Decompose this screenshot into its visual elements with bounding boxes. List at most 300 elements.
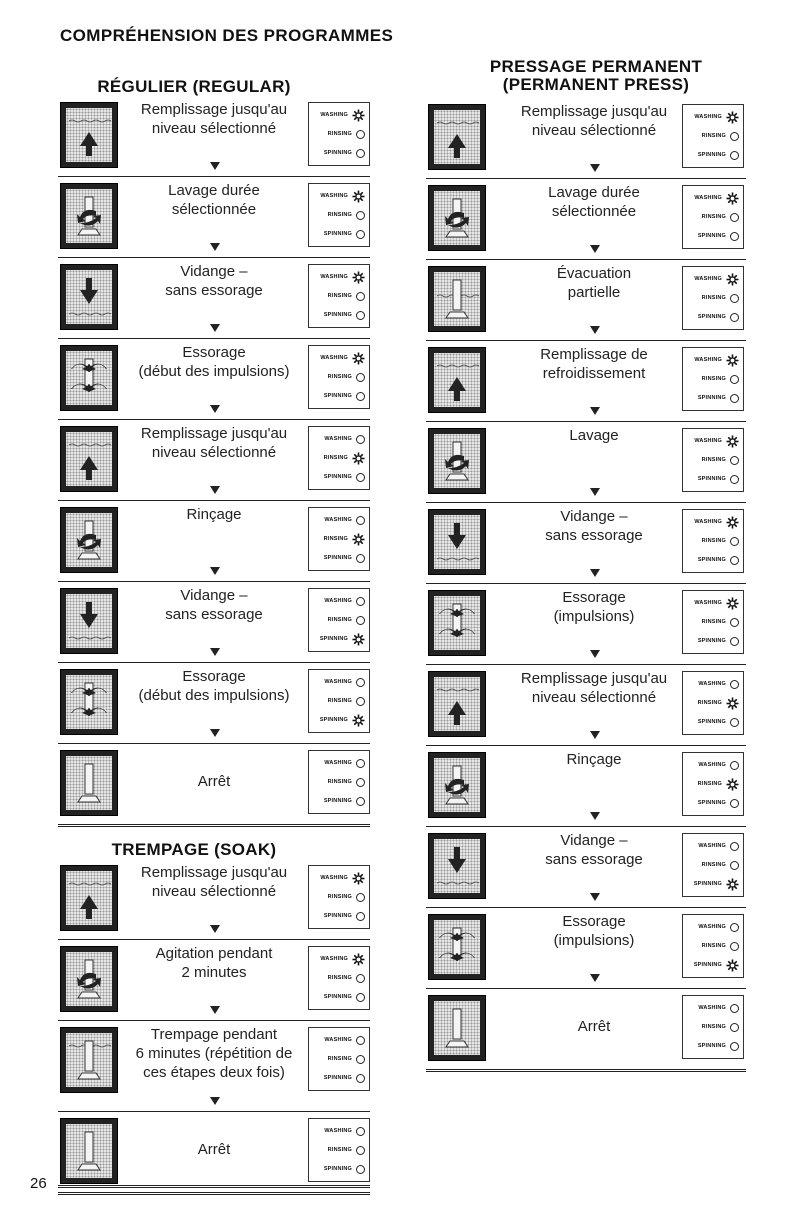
step-description: Remplissage jusqu'au niveau sélectionné bbox=[520, 103, 668, 139]
step-description: Arrêt bbox=[197, 1141, 231, 1158]
indicator-rinsing bbox=[702, 451, 739, 469]
indicator-rinsing bbox=[328, 888, 365, 906]
program-step bbox=[426, 989, 746, 1072]
indicator-spinning bbox=[698, 1037, 739, 1055]
active-indicator-icon bbox=[726, 273, 739, 286]
soak-steps bbox=[58, 859, 370, 1195]
inactive-indicator-icon bbox=[356, 516, 365, 525]
indicator-label: SPINNING bbox=[697, 557, 726, 563]
program-step bbox=[58, 420, 370, 501]
fill-icon bbox=[428, 104, 486, 170]
indicator-rinsing bbox=[328, 773, 365, 791]
indicator-label: RINSING bbox=[327, 212, 352, 218]
cycle-indicator-panel bbox=[308, 183, 370, 247]
indicator-label: WASHING bbox=[324, 1037, 352, 1043]
left-column bbox=[58, 78, 370, 1195]
step-description: Remplissage jusqu'au niveau sélectionné bbox=[140, 864, 288, 900]
down-arrow-icon bbox=[210, 1097, 220, 1105]
active-indicator-icon bbox=[352, 872, 365, 885]
active-indicator-icon bbox=[726, 959, 739, 972]
indicator-label: RINSING bbox=[323, 455, 348, 461]
inactive-indicator-icon bbox=[356, 149, 365, 158]
indicator-label: SPINNING bbox=[697, 1043, 726, 1049]
inactive-indicator-icon bbox=[356, 473, 365, 482]
active-indicator-icon bbox=[726, 192, 739, 205]
indicator-label: WASHING bbox=[694, 276, 722, 282]
indicator-rinsing bbox=[702, 532, 739, 550]
indicator-label: WASHING bbox=[694, 114, 722, 120]
cycle-indicator-panel bbox=[682, 752, 744, 816]
indicator-label: RINSING bbox=[327, 131, 352, 137]
step-description: Vidange – sans essorage bbox=[165, 587, 263, 623]
indicator-label: SPINNING bbox=[697, 476, 726, 482]
indicator-washing bbox=[320, 187, 365, 205]
inactive-indicator-icon bbox=[730, 375, 739, 384]
program-step bbox=[426, 98, 746, 179]
indicator-rinsing bbox=[328, 1050, 365, 1068]
indicator-rinsing bbox=[328, 692, 365, 710]
page-number: 26 bbox=[30, 1175, 47, 1192]
program-step bbox=[426, 827, 746, 908]
indicator-spinning bbox=[698, 551, 739, 569]
inactive-indicator-icon bbox=[730, 761, 739, 770]
indicator-label: RINSING bbox=[327, 617, 352, 623]
indicator-spinning bbox=[320, 711, 365, 729]
inactive-indicator-icon bbox=[730, 313, 739, 322]
inactive-indicator-icon bbox=[356, 597, 365, 606]
indicator-rinsing bbox=[702, 1018, 739, 1036]
inactive-indicator-icon bbox=[730, 132, 739, 141]
cycle-indicator-panel bbox=[682, 590, 744, 654]
down-arrow-icon bbox=[590, 326, 600, 334]
agitate-icon bbox=[428, 752, 486, 818]
indicator-spinning bbox=[324, 1160, 365, 1178]
active-indicator-icon bbox=[726, 516, 739, 529]
step-description: Vidange – sans essorage bbox=[545, 508, 643, 544]
regular-steps bbox=[58, 96, 370, 827]
down-arrow-icon bbox=[590, 650, 600, 658]
active-indicator-icon bbox=[352, 190, 365, 203]
active-indicator-icon bbox=[352, 953, 365, 966]
stop-icon bbox=[60, 750, 118, 816]
indicator-label: RINSING bbox=[327, 894, 352, 900]
active-indicator-icon bbox=[726, 111, 739, 124]
indicator-spinning bbox=[324, 1069, 365, 1087]
indicator-washing bbox=[694, 270, 739, 288]
drain-icon bbox=[60, 588, 118, 654]
active-indicator-icon bbox=[352, 452, 365, 465]
indicator-label: SPINNING bbox=[697, 314, 726, 320]
indicator-washing bbox=[694, 189, 739, 207]
step-description: Lavage bbox=[569, 427, 619, 444]
down-arrow-icon bbox=[590, 974, 600, 982]
indicator-label: SPINNING bbox=[697, 152, 726, 158]
indicator-rinsing bbox=[328, 206, 365, 224]
program-step bbox=[426, 260, 746, 341]
program-step bbox=[426, 341, 746, 422]
indicator-label: RINSING bbox=[701, 619, 726, 625]
inactive-indicator-icon bbox=[730, 1042, 739, 1051]
indicator-label: RINSING bbox=[701, 295, 726, 301]
inactive-indicator-icon bbox=[356, 993, 365, 1002]
down-arrow-icon bbox=[590, 893, 600, 901]
indicator-rinsing bbox=[328, 287, 365, 305]
active-indicator-icon bbox=[352, 633, 365, 646]
agitate-icon bbox=[60, 183, 118, 249]
indicator-label: WASHING bbox=[694, 438, 722, 444]
active-indicator-icon bbox=[352, 872, 365, 885]
indicator-label: SPINNING bbox=[319, 717, 348, 723]
spin-icon bbox=[428, 914, 486, 980]
inactive-indicator-icon bbox=[356, 797, 365, 806]
program-step bbox=[58, 744, 370, 827]
step-description: Rinçage bbox=[186, 506, 242, 523]
active-indicator-icon bbox=[726, 597, 739, 610]
indicator-rinsing bbox=[698, 694, 739, 712]
indicator-label: RINSING bbox=[701, 214, 726, 220]
indicator-label: SPINNING bbox=[323, 994, 352, 1000]
spin-icon bbox=[428, 590, 486, 656]
indicator-label: WASHING bbox=[694, 195, 722, 201]
indicator-spinning bbox=[698, 308, 739, 326]
indicator-label: SPINNING bbox=[697, 395, 726, 401]
active-indicator-icon bbox=[726, 192, 739, 205]
fill-icon bbox=[60, 102, 118, 168]
inactive-indicator-icon bbox=[356, 130, 365, 139]
program-step bbox=[58, 663, 370, 744]
inactive-indicator-icon bbox=[356, 678, 365, 687]
indicator-label: RINSING bbox=[327, 1147, 352, 1153]
cycle-indicator-panel bbox=[308, 750, 370, 814]
inactive-indicator-icon bbox=[356, 697, 365, 706]
drain-icon bbox=[60, 264, 118, 330]
program-step bbox=[426, 422, 746, 503]
indicator-label: SPINNING bbox=[323, 150, 352, 156]
indicator-spinning bbox=[324, 387, 365, 405]
inactive-indicator-icon bbox=[356, 893, 365, 902]
indicator-rinsing bbox=[702, 289, 739, 307]
cycle-indicator-panel bbox=[682, 266, 744, 330]
indicator-label: SPINNING bbox=[697, 719, 726, 725]
inactive-indicator-icon bbox=[356, 435, 365, 444]
indicator-rinsing bbox=[702, 937, 739, 955]
active-indicator-icon bbox=[352, 714, 365, 727]
indicator-label: SPINNING bbox=[323, 312, 352, 318]
program-step bbox=[58, 258, 370, 339]
indicator-rinsing bbox=[702, 127, 739, 145]
active-indicator-icon bbox=[352, 953, 365, 966]
indicator-label: SPINNING bbox=[697, 233, 726, 239]
agitate-icon bbox=[428, 428, 486, 494]
active-indicator-icon bbox=[726, 878, 739, 891]
indicator-label: RINSING bbox=[327, 779, 352, 785]
spin-icon bbox=[60, 669, 118, 735]
indicator-spinning bbox=[324, 549, 365, 567]
inactive-indicator-icon bbox=[356, 230, 365, 239]
indicator-label: WASHING bbox=[694, 357, 722, 363]
indicator-spinning bbox=[324, 306, 365, 324]
indicator-washing bbox=[324, 1031, 365, 1049]
active-indicator-icon bbox=[726, 273, 739, 286]
cycle-indicator-panel bbox=[308, 102, 370, 166]
indicator-spinning bbox=[324, 792, 365, 810]
indicator-washing bbox=[694, 432, 739, 450]
indicator-rinsing bbox=[702, 208, 739, 226]
step-description: Trempage pendant 6 minutes (répétition de ces étapes deux fois) bbox=[135, 1026, 293, 1081]
indicator-label: RINSING bbox=[697, 700, 722, 706]
cycle-indicator-panel bbox=[308, 507, 370, 571]
cycle-indicator-panel bbox=[682, 671, 744, 735]
inactive-indicator-icon bbox=[730, 842, 739, 851]
inactive-indicator-icon bbox=[730, 799, 739, 808]
active-indicator-icon bbox=[726, 697, 739, 710]
program-step bbox=[58, 96, 370, 177]
stop-icon bbox=[428, 995, 486, 1061]
step-description: Agitation pendant 2 minutes bbox=[155, 945, 273, 981]
down-arrow-icon bbox=[210, 729, 220, 737]
inactive-indicator-icon bbox=[356, 311, 365, 320]
down-arrow-icon bbox=[590, 164, 600, 172]
indicator-washing bbox=[694, 513, 739, 531]
permanent-press-steps bbox=[426, 98, 746, 1072]
program-step bbox=[58, 940, 370, 1021]
active-indicator-icon bbox=[352, 109, 365, 122]
indicator-label: WASHING bbox=[320, 875, 348, 881]
right-column bbox=[426, 58, 746, 1072]
inactive-indicator-icon bbox=[730, 1004, 739, 1013]
program-step bbox=[426, 908, 746, 989]
indicator-rinsing bbox=[324, 449, 365, 467]
step-description: Remplissage jusqu'au niveau sélectionné bbox=[520, 670, 668, 706]
indicator-rinsing bbox=[328, 1141, 365, 1159]
indicator-spinning bbox=[324, 225, 365, 243]
inactive-indicator-icon bbox=[730, 1023, 739, 1032]
inactive-indicator-icon bbox=[356, 373, 365, 382]
step-description: Remplissage jusqu'au niveau sélectionné bbox=[140, 101, 288, 137]
down-arrow-icon bbox=[210, 243, 220, 251]
cycle-indicator-panel bbox=[682, 914, 744, 978]
indicator-spinning bbox=[698, 389, 739, 407]
active-indicator-icon bbox=[726, 778, 739, 791]
step-description: Arrêt bbox=[197, 773, 231, 790]
indicator-rinsing bbox=[328, 969, 365, 987]
partial-drain-icon bbox=[428, 266, 486, 332]
down-arrow-icon bbox=[590, 245, 600, 253]
indicator-label: RINSING bbox=[701, 538, 726, 544]
indicator-label: RINSING bbox=[701, 376, 726, 382]
inactive-indicator-icon bbox=[356, 1055, 365, 1064]
step-description: Remplissage jusqu'au niveau sélectionné bbox=[140, 425, 288, 461]
down-arrow-icon bbox=[210, 567, 220, 575]
inactive-indicator-icon bbox=[730, 294, 739, 303]
indicator-rinsing bbox=[328, 368, 365, 386]
indicator-rinsing bbox=[698, 775, 739, 793]
indicator-washing bbox=[324, 754, 365, 772]
indicator-label: WASHING bbox=[324, 760, 352, 766]
indicator-washing bbox=[320, 106, 365, 124]
indicator-washing bbox=[320, 268, 365, 286]
cycle-indicator-panel bbox=[308, 865, 370, 929]
section-title-regular: RÉGULIER (REGULAR) bbox=[97, 77, 291, 96]
down-arrow-icon bbox=[210, 1006, 220, 1014]
down-arrow-icon bbox=[210, 925, 220, 933]
active-indicator-icon bbox=[352, 452, 365, 465]
step-description: Remplissage de refroidissement bbox=[540, 346, 648, 382]
active-indicator-icon bbox=[352, 109, 365, 122]
indicator-label: SPINNING bbox=[323, 474, 352, 480]
down-arrow-icon bbox=[590, 488, 600, 496]
active-indicator-icon bbox=[352, 352, 365, 365]
active-indicator-icon bbox=[352, 271, 365, 284]
inactive-indicator-icon bbox=[730, 923, 739, 932]
indicator-washing bbox=[694, 594, 739, 612]
active-indicator-icon bbox=[352, 633, 365, 646]
inactive-indicator-icon bbox=[356, 912, 365, 921]
indicator-label: RINSING bbox=[701, 1024, 726, 1030]
inactive-indicator-icon bbox=[356, 974, 365, 983]
cycle-indicator-panel bbox=[308, 946, 370, 1010]
active-indicator-icon bbox=[726, 435, 739, 448]
down-arrow-icon bbox=[590, 407, 600, 415]
program-step bbox=[58, 177, 370, 258]
active-indicator-icon bbox=[726, 697, 739, 710]
down-arrow-icon bbox=[590, 569, 600, 577]
active-indicator-icon bbox=[726, 597, 739, 610]
step-description: Rinçage bbox=[566, 751, 622, 768]
program-step bbox=[426, 746, 746, 827]
indicator-label: WASHING bbox=[324, 679, 352, 685]
cycle-indicator-panel bbox=[308, 426, 370, 490]
indicator-spinning bbox=[698, 713, 739, 731]
inactive-indicator-icon bbox=[356, 211, 365, 220]
indicator-rinsing bbox=[328, 611, 365, 629]
indicator-spinning bbox=[324, 907, 365, 925]
indicator-rinsing bbox=[702, 370, 739, 388]
inactive-indicator-icon bbox=[730, 861, 739, 870]
active-indicator-icon bbox=[352, 190, 365, 203]
section-title-permanent-press: PRESSAGE PERMANENT (PERMANENT PRESS) bbox=[489, 57, 703, 94]
inactive-indicator-icon bbox=[730, 394, 739, 403]
step-description: Vidange – sans essorage bbox=[165, 263, 263, 299]
indicator-label: WASHING bbox=[320, 112, 348, 118]
agitate-icon bbox=[60, 507, 118, 573]
indicator-label: WASHING bbox=[694, 519, 722, 525]
step-description: Vidange – sans essorage bbox=[545, 832, 643, 868]
program-step bbox=[426, 179, 746, 260]
program-step bbox=[58, 1112, 370, 1195]
program-step bbox=[426, 584, 746, 665]
down-arrow-icon bbox=[210, 486, 220, 494]
active-indicator-icon bbox=[352, 271, 365, 284]
down-arrow-icon bbox=[590, 731, 600, 739]
program-step bbox=[426, 503, 746, 584]
indicator-washing bbox=[320, 950, 365, 968]
indicator-label: RINSING bbox=[701, 457, 726, 463]
indicator-washing bbox=[694, 351, 739, 369]
active-indicator-icon bbox=[352, 714, 365, 727]
indicator-label: RINSING bbox=[701, 862, 726, 868]
indicator-spinning bbox=[320, 630, 365, 648]
inactive-indicator-icon bbox=[356, 616, 365, 625]
step-description: Essorage (début des impulsions) bbox=[138, 668, 290, 704]
indicator-label: SPINNING bbox=[323, 913, 352, 919]
indicator-label: WASHING bbox=[320, 956, 348, 962]
indicator-label: SPINNING bbox=[323, 393, 352, 399]
step-description: Lavage durée sélectionnée bbox=[548, 184, 640, 220]
inactive-indicator-icon bbox=[730, 213, 739, 222]
drain-icon bbox=[428, 833, 486, 899]
inactive-indicator-icon bbox=[730, 232, 739, 241]
cycle-indicator-panel bbox=[308, 1118, 370, 1182]
inactive-indicator-icon bbox=[730, 537, 739, 546]
program-step bbox=[58, 582, 370, 663]
step-description: Évacuation partielle bbox=[556, 265, 632, 301]
inactive-indicator-icon bbox=[356, 554, 365, 563]
indicator-label: WASHING bbox=[320, 274, 348, 280]
fill-icon bbox=[428, 347, 486, 413]
indicator-label: SPINNING bbox=[697, 800, 726, 806]
indicator-label: WASHING bbox=[698, 843, 726, 849]
indicator-spinning bbox=[324, 988, 365, 1006]
indicator-washing bbox=[320, 869, 365, 887]
cycle-indicator-panel bbox=[682, 104, 744, 168]
indicator-label: WASHING bbox=[698, 681, 726, 687]
indicator-washing bbox=[698, 837, 739, 855]
active-indicator-icon bbox=[726, 778, 739, 791]
indicator-washing bbox=[694, 108, 739, 126]
indicator-label: WASHING bbox=[698, 762, 726, 768]
fill-icon bbox=[60, 865, 118, 931]
down-arrow-icon bbox=[210, 405, 220, 413]
step-description: Essorage (impulsions) bbox=[553, 589, 635, 625]
indicator-spinning bbox=[324, 468, 365, 486]
cycle-indicator-panel bbox=[308, 669, 370, 733]
program-step bbox=[426, 665, 746, 746]
inactive-indicator-icon bbox=[730, 718, 739, 727]
step-description: Essorage (début des impulsions) bbox=[138, 344, 290, 380]
inactive-indicator-icon bbox=[730, 618, 739, 627]
cycle-indicator-panel bbox=[682, 347, 744, 411]
indicator-washing bbox=[324, 1122, 365, 1140]
stop-icon bbox=[60, 1118, 118, 1184]
indicator-rinsing bbox=[324, 530, 365, 548]
fill-icon bbox=[60, 426, 118, 492]
indicator-label: SPINNING bbox=[697, 638, 726, 644]
active-indicator-icon bbox=[726, 354, 739, 367]
active-indicator-icon bbox=[352, 533, 365, 546]
page-bottom-rule bbox=[58, 1185, 370, 1188]
active-indicator-icon bbox=[726, 959, 739, 972]
down-arrow-icon bbox=[590, 812, 600, 820]
drain-icon bbox=[428, 509, 486, 575]
inactive-indicator-icon bbox=[730, 151, 739, 160]
section-title-soak: TREMPAGE (SOAK) bbox=[111, 840, 277, 859]
indicator-label: RINSING bbox=[327, 293, 352, 299]
inactive-indicator-icon bbox=[730, 680, 739, 689]
indicator-label: SPINNING bbox=[319, 636, 348, 642]
indicator-label: SPINNING bbox=[693, 881, 722, 887]
cycle-indicator-panel bbox=[682, 833, 744, 897]
indicator-washing bbox=[320, 349, 365, 367]
inactive-indicator-icon bbox=[356, 759, 365, 768]
indicator-washing bbox=[698, 756, 739, 774]
cycle-indicator-panel bbox=[682, 509, 744, 573]
inactive-indicator-icon bbox=[356, 1036, 365, 1045]
cycle-indicator-panel bbox=[308, 264, 370, 328]
cycle-indicator-panel bbox=[682, 995, 744, 1059]
down-arrow-icon bbox=[210, 162, 220, 170]
indicator-label: RINSING bbox=[701, 943, 726, 949]
